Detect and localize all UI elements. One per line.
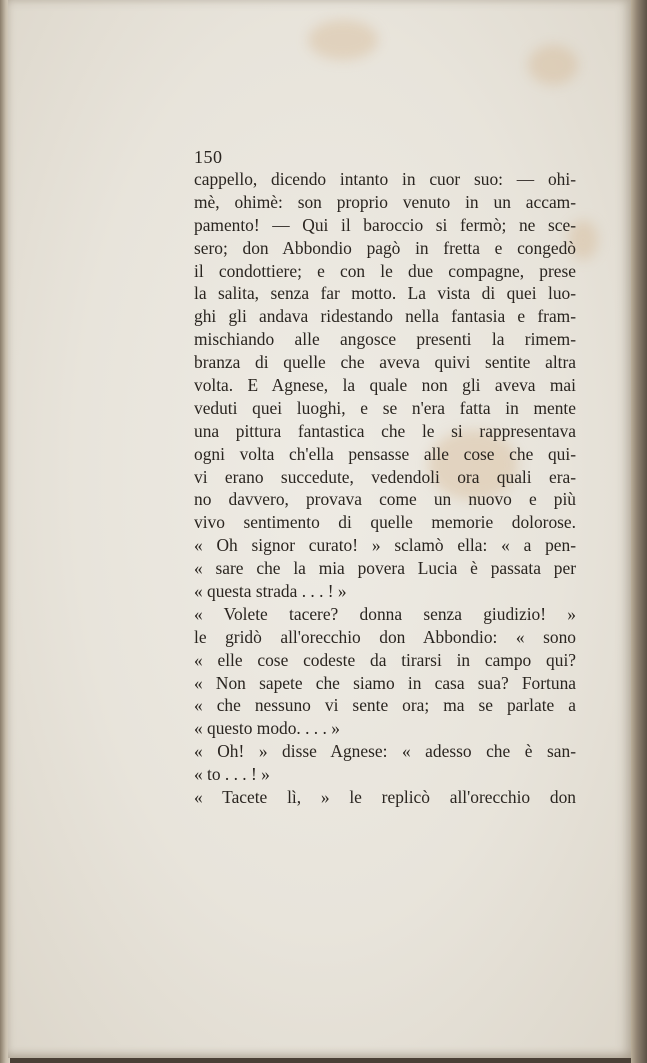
text-line: mischiando alle angosce presenti la rimem- <box>194 329 576 350</box>
text-line: le gridò all'orecchio don Abbondio: « sono <box>194 626 576 647</box>
text-line: il condottiere; e con le due compagne, prese <box>194 260 576 281</box>
text-line: volta. E Agnese, la quale non gli aveva mai <box>194 375 576 396</box>
page-number: 150 <box>194 147 223 167</box>
text-line: « che nessuno vi sente ora; ma se parlate a <box>194 695 576 716</box>
text-line: vivo sentimento di quelle memorie dolorose. <box>194 512 576 533</box>
text-line: « questo modo. . . . » <box>194 718 340 739</box>
text-line: pamento! — Qui il baroccio si fermò; ne sce- <box>194 214 576 235</box>
text-line: « questa strada . . . ! » <box>194 581 347 602</box>
text-line: « elle cose codeste da tirarsi in campo qui? <box>194 649 576 670</box>
foxing-stain <box>528 45 578 85</box>
text-line: « Non sapete che siamo in casa sua? Fortuna <box>194 672 576 693</box>
text-line: « Oh! » disse Agnese: « adesso che è san- <box>194 741 576 762</box>
text-line: « Volete tacere? donna senza giudizio! » <box>194 603 576 624</box>
text-line: una pittura fantastica che le si rappresentava <box>194 420 576 441</box>
text-line: « Tacete lì, » le replicò all'orecchio don <box>194 787 576 808</box>
fore-edge <box>631 0 647 1063</box>
text-line: no davvero, provava come un nuovo e più <box>194 489 576 510</box>
text-line: veduti quei luoghi, e se n'era fatta in mente <box>194 397 576 418</box>
text-line: la salita, senza far motto. La vista di quei luo- <box>194 283 576 304</box>
text-line: ghi gli andava ridestando nella fantasia e fram- <box>194 306 576 327</box>
text-line: « sare che la mia povera Lucia è passata per <box>194 558 576 579</box>
text-line: « to . . . ! » <box>194 764 270 785</box>
text-lines <box>194 168 576 809</box>
text-line: mè, ohimè: son proprio venuto in un accam- <box>194 191 576 212</box>
page-text <box>194 146 576 809</box>
foxing-stain <box>308 20 378 60</box>
text-line: sero; don Abbondio pagò in fretta e congedò <box>194 237 576 258</box>
book-page <box>8 0 632 1058</box>
text-line: ogni volta ch'ella pensasse alle cose che qui- <box>194 443 576 464</box>
text-line: cappello, dicendo intanto in cuor suo: — ohi- <box>194 169 576 189</box>
text-line: « Oh signor curato! » sclamò ella: « a pen- <box>194 535 576 556</box>
text-line: branza di quelle che aveva quivi sentite altra <box>194 352 576 373</box>
text-line: vi erano succedute, vedendoli ora quali era- <box>194 466 576 487</box>
